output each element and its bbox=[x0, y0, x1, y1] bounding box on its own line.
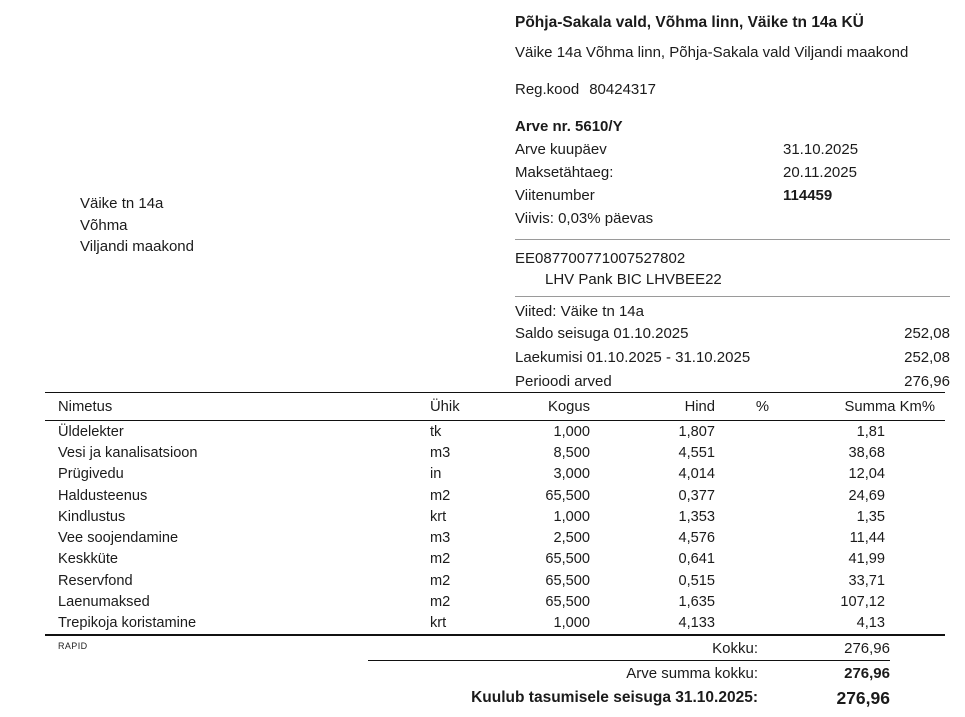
quantity-cell: 65,500 bbox=[545, 572, 590, 589]
total-divider-line bbox=[368, 660, 890, 661]
unit-cell: krt bbox=[430, 615, 447, 632]
item-name-cell: Keskküte bbox=[58, 551, 119, 568]
sum-cell: 38,68 bbox=[848, 444, 885, 461]
invoice-details-column bbox=[515, 12, 950, 394]
item-name-cell: Laenumaksed bbox=[58, 594, 150, 611]
table-row bbox=[45, 613, 945, 634]
issuer-address: Väike 14a Võhma linn, Põhja-Sakala vald Viljandi maakond bbox=[515, 44, 909, 61]
perioodi-value: 276,96 bbox=[904, 373, 950, 390]
saldo-value: 252,08 bbox=[904, 325, 950, 342]
recipient-city: Võhma bbox=[80, 216, 128, 234]
header-price-cell: Hind bbox=[684, 398, 715, 415]
balance-row-saldo bbox=[515, 322, 950, 346]
total-row-kokku bbox=[712, 638, 890, 659]
item-name-cell: Prügivedu bbox=[58, 466, 124, 483]
due-date-value: 20.11.2025 bbox=[783, 164, 857, 181]
unit-cell: m3 bbox=[430, 530, 451, 547]
price-cell: 1,635 bbox=[678, 594, 715, 611]
header-item-name-cell: Nimetus bbox=[58, 398, 113, 415]
invoice-date-value: 31.10.2025 bbox=[783, 141, 859, 158]
table-row bbox=[45, 506, 945, 527]
sum-cell: 33,71 bbox=[848, 572, 885, 589]
quantity-cell: 65,500 bbox=[545, 594, 590, 611]
kokku-value: 276,96 bbox=[844, 640, 890, 657]
sum-cell: 11,44 bbox=[849, 530, 885, 547]
sum-cell: 24,69 bbox=[848, 487, 885, 504]
recipient-street: Väike tn 14a bbox=[80, 195, 164, 212]
price-cell: 1,353 bbox=[678, 508, 715, 525]
table-row bbox=[45, 421, 945, 442]
unit-cell: m2 bbox=[430, 487, 451, 504]
header-unit-cell: Ühik bbox=[430, 398, 460, 415]
due-date-label: Maksetähtaeg: bbox=[515, 164, 614, 181]
header-percent-cell: % bbox=[755, 398, 769, 415]
sum-cell: 107,12 bbox=[840, 594, 885, 611]
reference-number-value: 114459 bbox=[783, 187, 833, 204]
table-row bbox=[45, 442, 945, 463]
divider bbox=[515, 296, 950, 297]
table-row bbox=[45, 485, 945, 506]
line-items-body bbox=[45, 421, 945, 636]
table-row bbox=[45, 591, 945, 612]
software-tag: RAPID bbox=[58, 641, 88, 651]
quantity-cell: 3,000 bbox=[553, 466, 590, 483]
unit-cell: m2 bbox=[430, 572, 451, 589]
quantity-cell: 65,500 bbox=[545, 487, 590, 504]
reg-code-value: 80424317 bbox=[589, 81, 656, 98]
unit-cell: m2 bbox=[430, 594, 451, 611]
price-cell: 4,014 bbox=[678, 466, 715, 483]
price-cell: 4,576 bbox=[678, 530, 715, 547]
price-cell: 0,641 bbox=[678, 551, 715, 568]
price-cell: 0,515 bbox=[678, 572, 715, 589]
table-header-row bbox=[45, 393, 945, 421]
balance-row-perioodi bbox=[515, 370, 950, 394]
invoice-date-label: Arve kuupäev bbox=[515, 141, 607, 158]
price-cell: 0,377 bbox=[678, 487, 715, 504]
saldo-label: Saldo seisuga 01.10.2025 bbox=[515, 325, 689, 342]
late-fee-line: Viivis: 0,03% päevas bbox=[515, 210, 654, 227]
table-row bbox=[45, 570, 945, 591]
item-name-cell: Kindlustus bbox=[58, 508, 126, 525]
item-name-cell: Reservfond bbox=[58, 572, 133, 589]
due-date-row bbox=[515, 161, 950, 184]
perioodi-label: Perioodi arved bbox=[515, 373, 612, 390]
sum-cell: 41,99 bbox=[848, 551, 885, 568]
item-name-cell: Üldelekter bbox=[58, 423, 124, 440]
price-cell: 1,807 bbox=[678, 423, 715, 440]
reg-code-label: Reg.kood bbox=[515, 81, 580, 98]
sum-cell: 1,35 bbox=[856, 508, 885, 525]
laekumisi-label: Laekumisi 01.10.2025 - 31.10.2025 bbox=[515, 349, 751, 366]
invoice-number: Arve nr. 5610/Y bbox=[515, 118, 623, 135]
issuer-name: Põhja-Sakala vald, Võhma linn, Väike tn 14a KÜ bbox=[515, 14, 864, 31]
item-name-cell: Trepikoja koristamine bbox=[58, 615, 197, 632]
reg-code-line bbox=[515, 79, 950, 101]
unit-cell: in bbox=[430, 466, 442, 483]
balance-row-laekumisi bbox=[515, 346, 950, 370]
recipient-county: Viljandi maakond bbox=[80, 238, 194, 255]
reference-number-row bbox=[515, 184, 950, 207]
recipient-address bbox=[80, 193, 194, 258]
table-row bbox=[45, 549, 945, 570]
quantity-cell: 2,500 bbox=[553, 530, 590, 547]
amount-due-value: 276,96 bbox=[836, 687, 890, 708]
item-name-cell: Haldusteenus bbox=[58, 487, 148, 504]
price-cell: 4,133 bbox=[678, 615, 715, 632]
total-row-due bbox=[471, 686, 890, 710]
table-row bbox=[45, 527, 945, 548]
reference-number-label: Viitenumber bbox=[515, 187, 595, 204]
sum-cell: 1,81 bbox=[856, 423, 885, 440]
price-cell: 4,551 bbox=[678, 444, 715, 461]
unit-cell: krt bbox=[430, 508, 447, 525]
unit-cell: m2 bbox=[430, 551, 451, 568]
laekumisi-value: 252,08 bbox=[904, 349, 950, 366]
sum-cell: 12,04 bbox=[848, 466, 885, 483]
quantity-cell: 8,500 bbox=[553, 444, 590, 461]
kokku-label: Kokku: bbox=[712, 640, 758, 657]
quantity-cell: 1,000 bbox=[553, 508, 590, 525]
bank-name-bic: LHV Pank BIC LHVBEE22 bbox=[545, 271, 722, 288]
arve-summa-value: 276,96 bbox=[844, 665, 890, 682]
header-quantity-cell: Kogus bbox=[548, 398, 590, 415]
divider bbox=[515, 239, 950, 240]
unit-cell: m3 bbox=[430, 444, 451, 461]
amount-due-label: Kuulub tasumisele seisuga 31.10.2025: bbox=[471, 689, 758, 706]
line-items-table bbox=[45, 392, 945, 636]
header-sum-cell: Summa Km% bbox=[844, 398, 935, 415]
quantity-cell: 1,000 bbox=[553, 423, 590, 440]
arve-summa-label: Arve summa kokku: bbox=[626, 665, 758, 682]
invoice-date-row bbox=[515, 138, 950, 161]
quantity-cell: 1,000 bbox=[553, 615, 590, 632]
unit-cell: tk bbox=[430, 423, 442, 440]
total-row-arve-summa bbox=[626, 663, 890, 684]
sum-cell: 4,13 bbox=[856, 615, 885, 632]
item-name-cell: Vee soojendamine bbox=[58, 530, 179, 547]
item-name-cell: Vesi ja kanalisatsioon bbox=[58, 444, 198, 461]
payment-reference-line: Viited: Väike tn 14a bbox=[515, 303, 644, 320]
table-row bbox=[45, 464, 945, 485]
quantity-cell: 65,500 bbox=[545, 551, 590, 568]
bank-iban: EE087700771007527802 bbox=[515, 250, 686, 267]
